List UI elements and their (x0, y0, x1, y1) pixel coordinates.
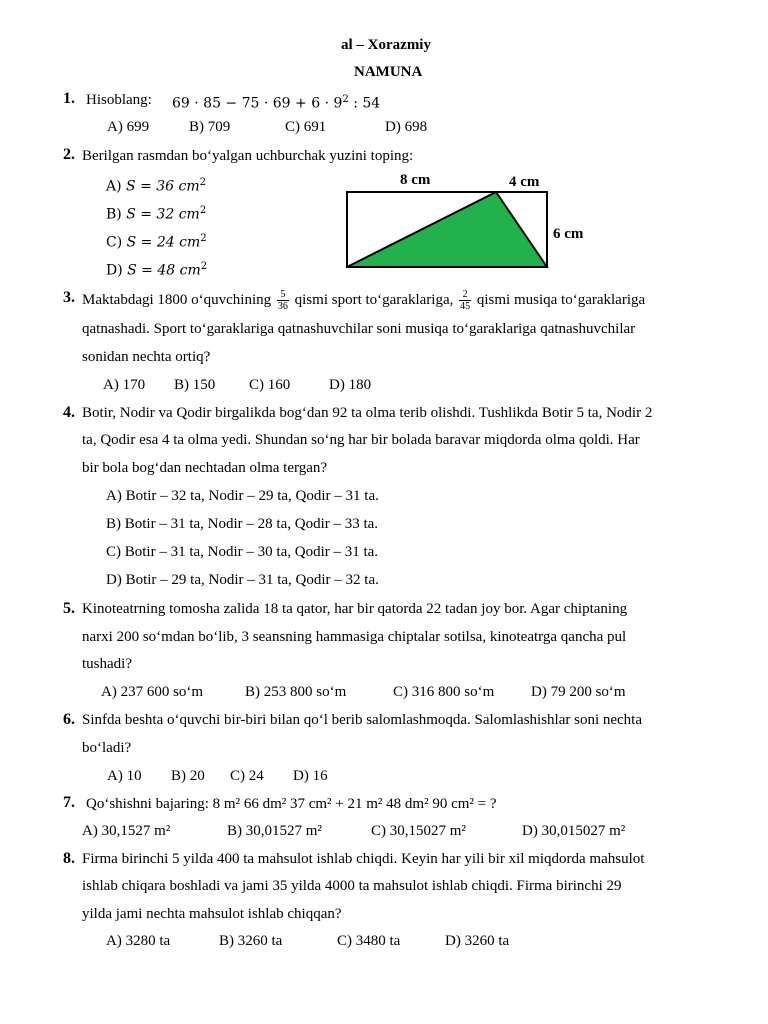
figure-label-6cm: 6 cm (553, 226, 584, 242)
q1-option-d[interactable]: D) 698 (385, 119, 428, 135)
question-1-expression (172, 91, 380, 113)
q1-option-b[interactable]: B) 709 (189, 119, 231, 135)
question-4-line-3: bir bola bog‘dan nechtadan olma tergan? (82, 460, 328, 476)
question-4-line-1: Botir, Nodir va Qodir birgalikda bog‘dan 92 ta olma terib olishdi. Tushlikda Botir 5 ta, Nodir 2 (82, 405, 653, 421)
q3-text-c: qismi musiqa to‘garaklariga (476, 291, 646, 308)
q3-option-b[interactable]: B) 150 (174, 377, 216, 393)
q4-option-d[interactable]: D) Botir – 29 ta, Nodir – 31 ta, Qodir – 32 ta. (106, 572, 379, 588)
question-number-6: 6. (63, 711, 75, 728)
q8-option-a[interactable]: A) 3280 ta (106, 933, 171, 949)
question-number-4: 4. (63, 404, 75, 421)
q6-option-b[interactable]: B) 20 (171, 768, 205, 784)
denominator: 36 (277, 301, 288, 312)
question-3-line-3: sonidan nechta ortiq? (82, 349, 211, 365)
expr-tail: : 54 (348, 95, 381, 112)
question-2-text: Berilgan rasmdan bo‘yalgan uchburchak yuzini toping: (82, 148, 414, 164)
question-8-line-3: yilda jami nechta mahsulot ishlab chiqqan? (82, 906, 342, 922)
q8-option-c[interactable]: C) 3480 ta (337, 933, 401, 949)
q5-option-a[interactable]: A) 237 600 so‘m (101, 684, 204, 700)
q4-option-c[interactable]: C) Botir – 31 ta, Nodir – 30 ta, Qodir – 31 ta. (106, 544, 379, 560)
question-number-3: 3. (63, 289, 75, 306)
fraction-2-45 (459, 289, 471, 312)
option-label: C) (106, 234, 123, 251)
q1-option-c[interactable]: C) 691 (285, 119, 327, 135)
q3-text-a: Maktabdagi 1800 o‘quvchining (82, 291, 272, 308)
question-7-text: Qo‘shishni bajaring: 8 m² 66 dm² 37 cm² + 21 m² 48 dm² 90 cm² = ? (86, 796, 497, 812)
q8-option-d[interactable]: D) 3260 ta (445, 933, 510, 949)
question-3-line-1 (82, 289, 645, 312)
question-6-line-1: Sinfda beshta o‘quvchi bir-biri bilan qo‘l berib salomlashmoqda. Salomlashishlar soni nechta (82, 712, 643, 728)
page-title: NAMUNA (354, 64, 423, 80)
q5-option-b[interactable]: B) 253 800 so‘m (245, 684, 347, 700)
expr-main: 69 · 85 − 75 · 69 + 6 · 9 (172, 95, 343, 112)
option-exponent: 2 (200, 261, 208, 272)
q3-option-d[interactable]: D) 180 (329, 377, 372, 393)
figure-label-8cm: 8 cm (400, 172, 431, 188)
question-8-line-1: Firma birinchi 5 yilda 400 ta mahsulot ishlab chiqdi. Keyin har yili bir xil miqdorda mahsulot (82, 851, 645, 867)
option-formula: S = 32 cm (126, 206, 200, 223)
question-6-line-2: bo‘ladi? (82, 740, 132, 756)
q5-option-d[interactable]: D) 79 200 so‘m (531, 684, 626, 700)
q6-option-a[interactable]: A) 10 (107, 768, 142, 784)
option-label: A) (106, 178, 122, 195)
numerator: 2 (459, 289, 471, 301)
option-label: B) (106, 206, 122, 223)
q6-option-d[interactable]: D) 16 (293, 768, 328, 784)
q7-option-b[interactable]: B) 30,01527 m² (227, 823, 322, 839)
q1-option-a[interactable]: A) 699 (107, 119, 150, 135)
option-exponent: 2 (200, 233, 207, 244)
q6-option-c[interactable]: C) 24 (230, 768, 264, 784)
q7-option-c[interactable]: C) 30,15027 m² (371, 823, 466, 839)
question-number-1: 1. (63, 90, 75, 107)
option-exponent: 2 (199, 205, 207, 216)
question-5-line-3: tushadi? (82, 656, 132, 672)
fraction-5-36 (277, 289, 289, 312)
q4-option-b[interactable]: B) Botir – 31 ta, Nodir – 28 ta, Qodir – 33 ta. (106, 516, 379, 532)
triangle-figure (343, 190, 553, 270)
q2-option-b[interactable] (106, 202, 206, 224)
question-4-line-2: ta, Qodir esa 4 ta olma yedi. Shundan so‘ng har bir bolada baravar miqdorda olma qoldi. Har (82, 432, 640, 448)
q7-option-d[interactable]: D) 30,015027 m² (522, 823, 626, 839)
question-number-2: 2. (63, 146, 75, 163)
option-formula: S = 48 cm (127, 262, 201, 279)
question-number-8: 8. (63, 850, 75, 867)
option-formula: S = 36 cm (126, 178, 200, 195)
q4-option-a[interactable]: A) Botir – 32 ta, Nodir – 29 ta, Qodir – 31 ta. (106, 488, 379, 504)
expr-exponent: 2 (342, 94, 349, 105)
q3-text-b: qismi sport to‘garaklariga, (294, 291, 454, 308)
question-3-line-2: qatnashadi. Sport to‘garaklariga qatnashuvchilar soni musiqa to‘garaklariga qatnashuvchilar (82, 321, 636, 337)
shaded-triangle (347, 192, 547, 267)
school-name: al – Xorazmiy (341, 37, 431, 53)
option-label: D) (106, 262, 123, 279)
question-5-line-2: narxi 200 so‘mdan bo‘lib, 3 seansning hammasiga chiptalar sotilsa, kinoteatrga qancha pul (82, 629, 627, 645)
q2-option-a[interactable] (106, 174, 206, 196)
q7-option-a[interactable]: A) 30,1527 m² (82, 823, 171, 839)
option-formula: S = 24 cm (126, 234, 201, 251)
q3-option-a[interactable]: A) 170 (103, 377, 146, 393)
question-number-7: 7. (63, 794, 75, 811)
q8-option-b[interactable]: B) 3260 ta (219, 933, 283, 949)
question-number-5: 5. (63, 600, 75, 617)
question-8-line-2: ishlab chiqara boshladi va jami 35 yilda 4000 ta mahsulot ishlab chiqdi. Firma birinchi 29 (82, 878, 622, 894)
figure-label-4cm: 4 cm (509, 174, 540, 190)
q2-option-d[interactable] (106, 258, 207, 280)
denominator: 45 (460, 301, 471, 312)
q2-option-c[interactable] (106, 230, 207, 252)
question-1-text: Hisoblang: (86, 92, 152, 108)
question-5-line-1: Kinoteatrning tomosha zalida 18 ta qator, har bir qatorda 22 tadan joy bor. Agar chiptaning (82, 601, 628, 617)
option-exponent: 2 (199, 177, 207, 188)
q5-option-c[interactable]: C) 316 800 so‘m (393, 684, 495, 700)
q3-option-c[interactable]: C) 160 (249, 377, 291, 393)
numerator: 5 (277, 289, 289, 301)
